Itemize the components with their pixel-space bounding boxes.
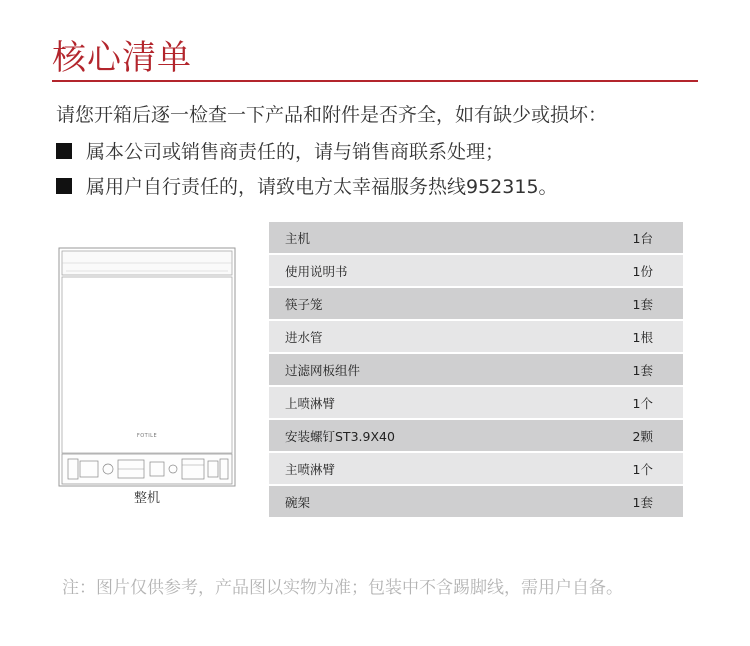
item-quantity: 1台 [632,230,653,246]
disclaimer-note: 注：图片仅供参考，产品图以实物为准；包装中不含踢脚线，需用户自备。 [62,578,623,598]
item-quantity: 1根 [632,329,653,345]
item-quantity: 1个 [632,461,653,477]
dishwasher-drawing [58,247,236,487]
checklist-row [269,288,683,319]
brand-logo: FOTILE [136,433,158,439]
checklist-row [269,453,683,484]
intro-text: 请您开箱后逐一检查一下产品和附件是否齐全，如有缺少或损坏： [56,104,608,126]
item-name: 使用说明书 [285,263,348,279]
checklist-row [269,354,683,385]
checklist-row [269,420,683,451]
checklist-row [269,321,683,352]
item-quantity: 1个 [632,395,653,411]
item-name: 主喷淋臂 [285,461,336,477]
packing-checklist [269,222,683,519]
square-bullet-icon [56,143,72,159]
item-quantity: 1套 [632,362,653,378]
checklist-row [269,486,683,517]
item-name: 筷子笼 [285,296,323,312]
item-quantity: 1份 [632,263,653,279]
item-quantity: 2颗 [632,428,653,444]
item-name: 进水管 [285,329,323,345]
bullet-text: 属用户自行责任的，请致电方太幸福服务热线952315。 [86,176,558,198]
item-name: 过滤网板组件 [285,362,361,378]
item-name: 安装螺钉ST3.9X40 [285,428,395,444]
item-quantity: 1套 [632,494,653,510]
appliance-caption: 整机 [133,491,160,506]
dishwasher-illustration [58,247,236,487]
item-quantity: 1套 [632,296,653,312]
item-name: 主机 [285,230,311,246]
bullet-item [56,137,504,164]
checklist-row [269,222,683,253]
bullet-text: 属本公司或销售商责任的，请与销售商联系处理； [86,141,505,163]
checklist-row [269,255,683,286]
square-bullet-icon [56,178,72,194]
item-name: 上喷淋臂 [285,395,336,411]
title-divider [52,80,698,82]
page-title: 核心清单 [52,38,192,78]
bullet-item [56,172,558,199]
checklist-row [269,387,683,418]
item-name: 碗架 [285,494,311,510]
